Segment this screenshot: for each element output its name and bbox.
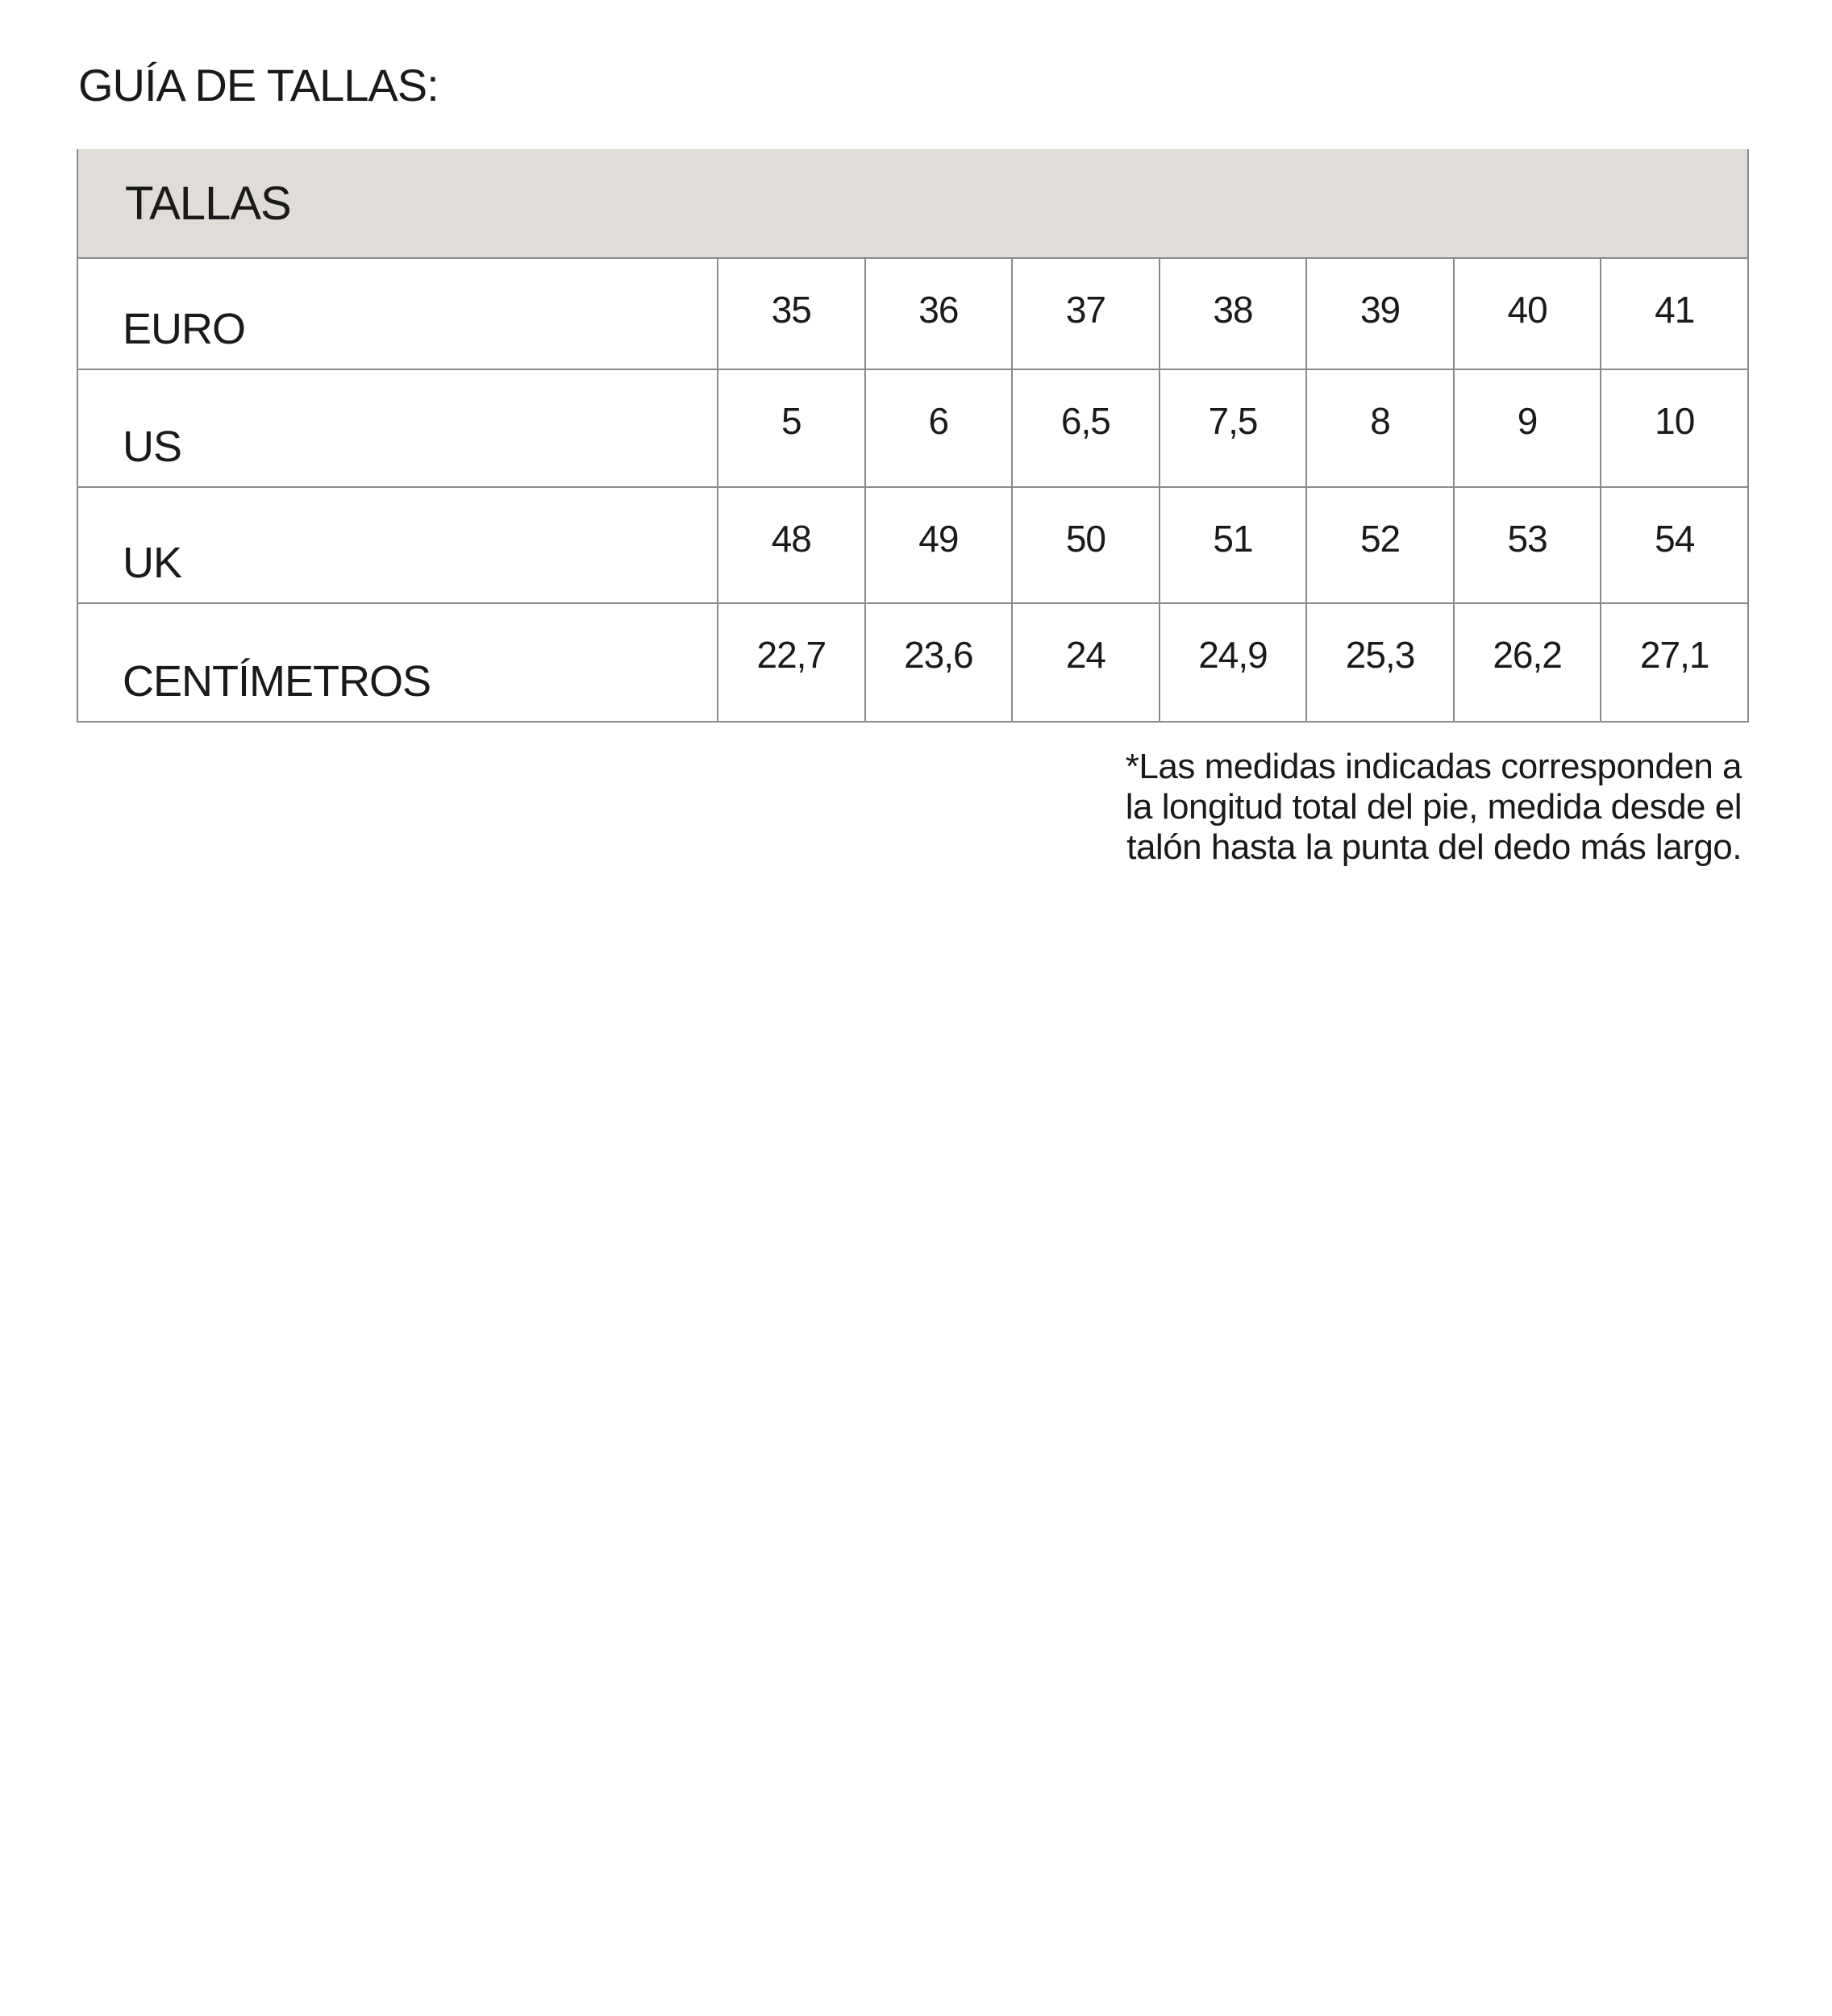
table-cell [1012,603,1160,722]
table-cell [1012,369,1160,487]
cell-value: 53 [1507,518,1547,560]
row-label-text: EURO [123,305,246,353]
cell-value: 7,5 [1208,400,1258,442]
footnote-line: talón hasta la punta del dedo más largo. [1126,827,1742,867]
cell-value: 6,5 [1060,400,1110,442]
table-cell [718,487,865,603]
cell-value: 52 [1359,518,1401,560]
table-header-row [77,150,1748,259]
cell-value: 48 [771,518,811,560]
cell-value: 24,9 [1198,634,1268,676]
table-cell [1160,603,1307,722]
table-cell [1306,258,1454,369]
row-label-text: CENTÍMETROS [123,657,431,706]
cell-value: 37 [1065,289,1105,331]
cell-value: 39 [1359,289,1401,331]
cell-value: 9 [1517,400,1538,442]
size-guide-table [77,149,1749,723]
table-cell [1306,369,1454,487]
table-cell [865,369,1013,487]
table-cell [1160,258,1307,369]
row-label-uk [77,487,718,603]
table-cell [1601,487,1748,603]
table-cell [1160,369,1307,487]
row-label-text: US [123,423,182,471]
cell-value: 51 [1213,518,1253,560]
table-cell [1601,369,1748,487]
table-cell [1601,258,1748,369]
table-cell [865,487,1013,603]
cell-value: 6 [928,400,949,442]
cell-value: 27,1 [1639,634,1709,676]
table-cell [1454,369,1601,487]
cell-value: 50 [1065,518,1105,560]
table-cell [865,603,1013,722]
cell-value: 54 [1655,518,1695,560]
table-cell [1012,258,1160,369]
cell-value: 10 [1655,400,1695,442]
table-cell [1454,487,1601,603]
table-row-uk [77,487,1748,603]
table-cell [1306,603,1454,722]
table-cell [718,258,865,369]
cell-value: 38 [1213,289,1253,331]
table-cell [718,369,865,487]
table-cell [718,603,865,722]
page-title: GUÍA DE TALLAS: [78,60,439,110]
table-cell [1454,258,1601,369]
row-label-us [77,369,718,487]
table-header: TALLAS [77,150,1748,259]
cell-value: 25,3 [1345,634,1415,676]
table-cell [1601,603,1748,722]
row-label-euro [77,258,718,369]
cell-value: 26,2 [1493,634,1562,676]
row-label-centimetros [77,603,718,722]
table-cell [1306,487,1454,603]
row-label-text: UK [123,539,182,587]
cell-value: 23,6 [904,634,973,676]
cell-value: 49 [918,518,959,560]
table-row-euro [77,258,1748,369]
cell-value: 22,7 [756,634,826,676]
cell-value: 41 [1655,289,1695,331]
cell-value: 8 [1370,400,1390,442]
table-cell [1454,603,1601,722]
table-cell [865,258,1013,369]
table-cell [1160,487,1307,603]
cell-value: 40 [1507,289,1547,331]
cell-value: 36 [918,289,959,331]
table-row-centimetros [77,603,1748,722]
table-cell [1012,487,1160,603]
measurement-footnote [1016,747,1742,868]
footnote-line: la longitud total del pie, medida desde el [1125,787,1742,827]
footnote-line: *Las medidas indicadas corresponden a [1125,747,1742,786]
table-row-us [77,369,1748,487]
cell-value: 5 [781,400,802,442]
cell-value: 35 [771,289,811,331]
cell-value: 24 [1065,634,1105,676]
